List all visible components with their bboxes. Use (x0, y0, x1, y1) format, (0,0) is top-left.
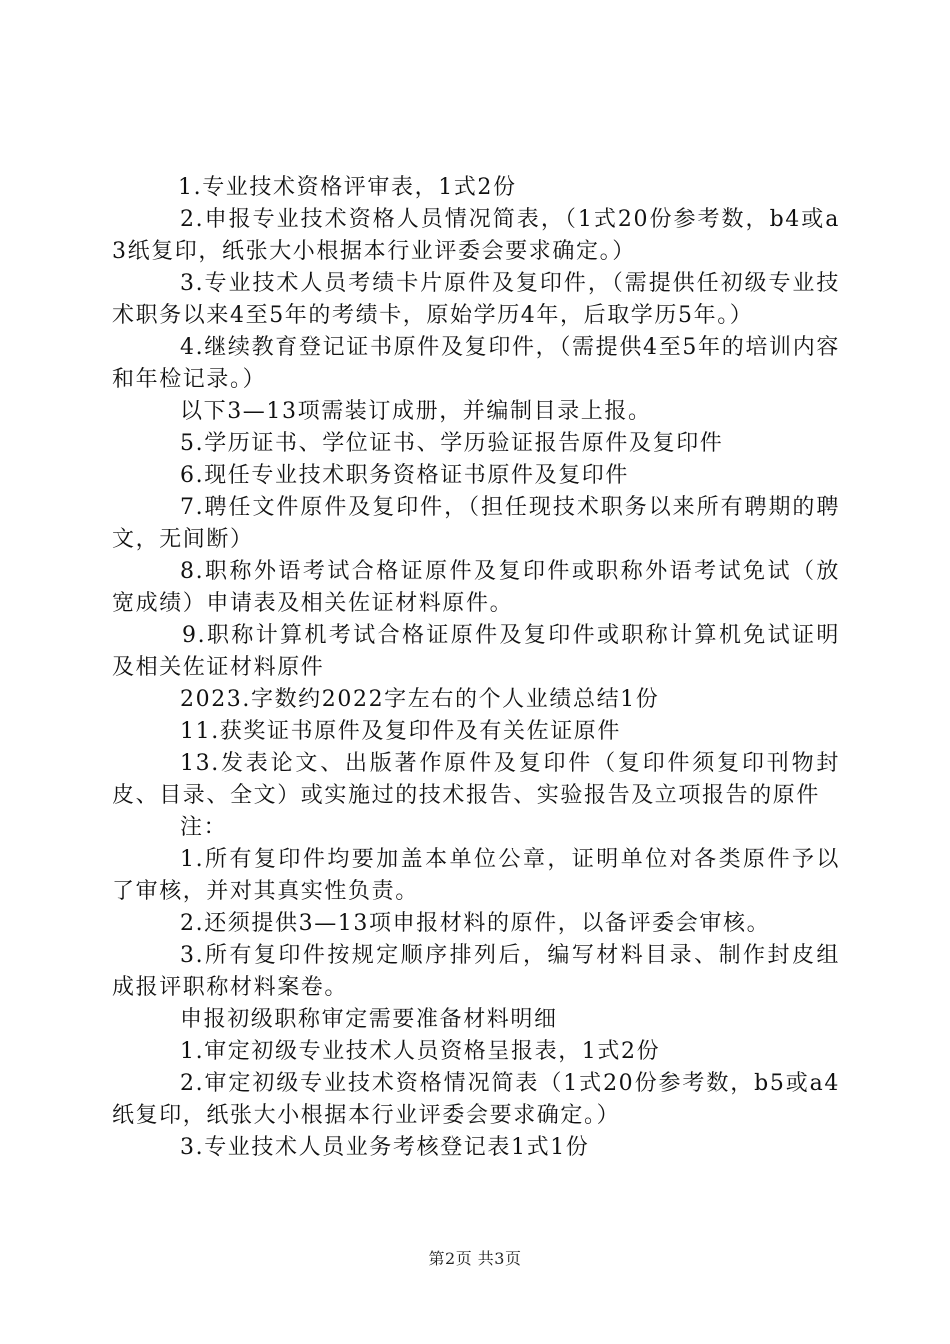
paragraph: 3.所有复印件按规定顺序排列后，编写材料目录、制作封皮组成报评职称材料案卷。 (112, 943, 840, 1000)
paragraph: 4.继续教育登记证书原件及复印件，（需提供4至5年的培训内容和年检记录。） (112, 335, 840, 392)
paragraph: 1.审定初级专业技术人员资格呈报表，1式2份 (180, 1039, 661, 1064)
section-heading: 申报初级职称审定需要准备材料明细 (180, 1007, 558, 1032)
note-heading: 注： (180, 815, 228, 840)
paragraph: 1.专业技术资格评审表，1式2份 (178, 175, 517, 200)
document-body (112, 172, 840, 1164)
paragraph: 3.专业技术人员考绩卡片原件及复印件，（需提供任初级专业技术职务以来4至5年的考绩卡，原始学历4年，后取学历5年。） (112, 271, 840, 328)
paragraph: 13.发表论文、出版著作原件及复印件（复印件须复印刊物封皮、目录、全文）或实施过的技术报告、实验报告及立项报告的原件 (112, 751, 840, 808)
paragraph: 5.学历证书、学位证书、学历验证报告原件及复印件 (180, 431, 724, 456)
paragraph: 11.获奖证书原件及复印件及有关佐证原件 (180, 719, 621, 744)
paragraph: 7.聘任文件原件及复印件，（担任现技术职务以来所有聘期的聘文，无间断） (112, 495, 840, 552)
paragraph: 1.所有复印件均要加盖本单位公章，证明单位对各类原件予以了审核，并对其真实性负责。 (112, 847, 840, 904)
paragraph: 2.审定初级专业技术资格情况简表（1式20份参考数，b5或a4纸复印，纸张大小根据本行业评委会要求确定。） (112, 1071, 840, 1128)
paragraph: 3.专业技术人员业务考核登记表1式1份 (180, 1135, 590, 1160)
paragraph: 2.申报专业技术资格人员情况简表，（1式20份参考数，b4或a3纸复印，纸张大小根据本行业评委会要求确定。） (112, 207, 840, 264)
page-footer (0, 1246, 950, 1269)
paragraph: 8.职称外语考试合格证原件及复印件或职称外语考试免试（放宽成绩）申请表及相关佐证材料原件。 (112, 559, 840, 616)
paragraph: 2023.字数约2022字左右的个人业绩总结1份 (180, 687, 660, 712)
page-number-label: 第2页 共3页 (428, 1249, 522, 1268)
paragraph: 以下3—13项需装订成册，并编制目录上报。 (180, 399, 652, 424)
paragraph: 6.现任专业技术职务资格证书原件及复印件 (180, 463, 629, 488)
paragraph: 2.还须提供3—13项申报材料的原件，以备评委会审核。 (180, 911, 771, 936)
paragraph: 9.职称计算机考试合格证原件及复印件或职称计算机免试证明及相关佐证材料原件 (112, 623, 840, 680)
